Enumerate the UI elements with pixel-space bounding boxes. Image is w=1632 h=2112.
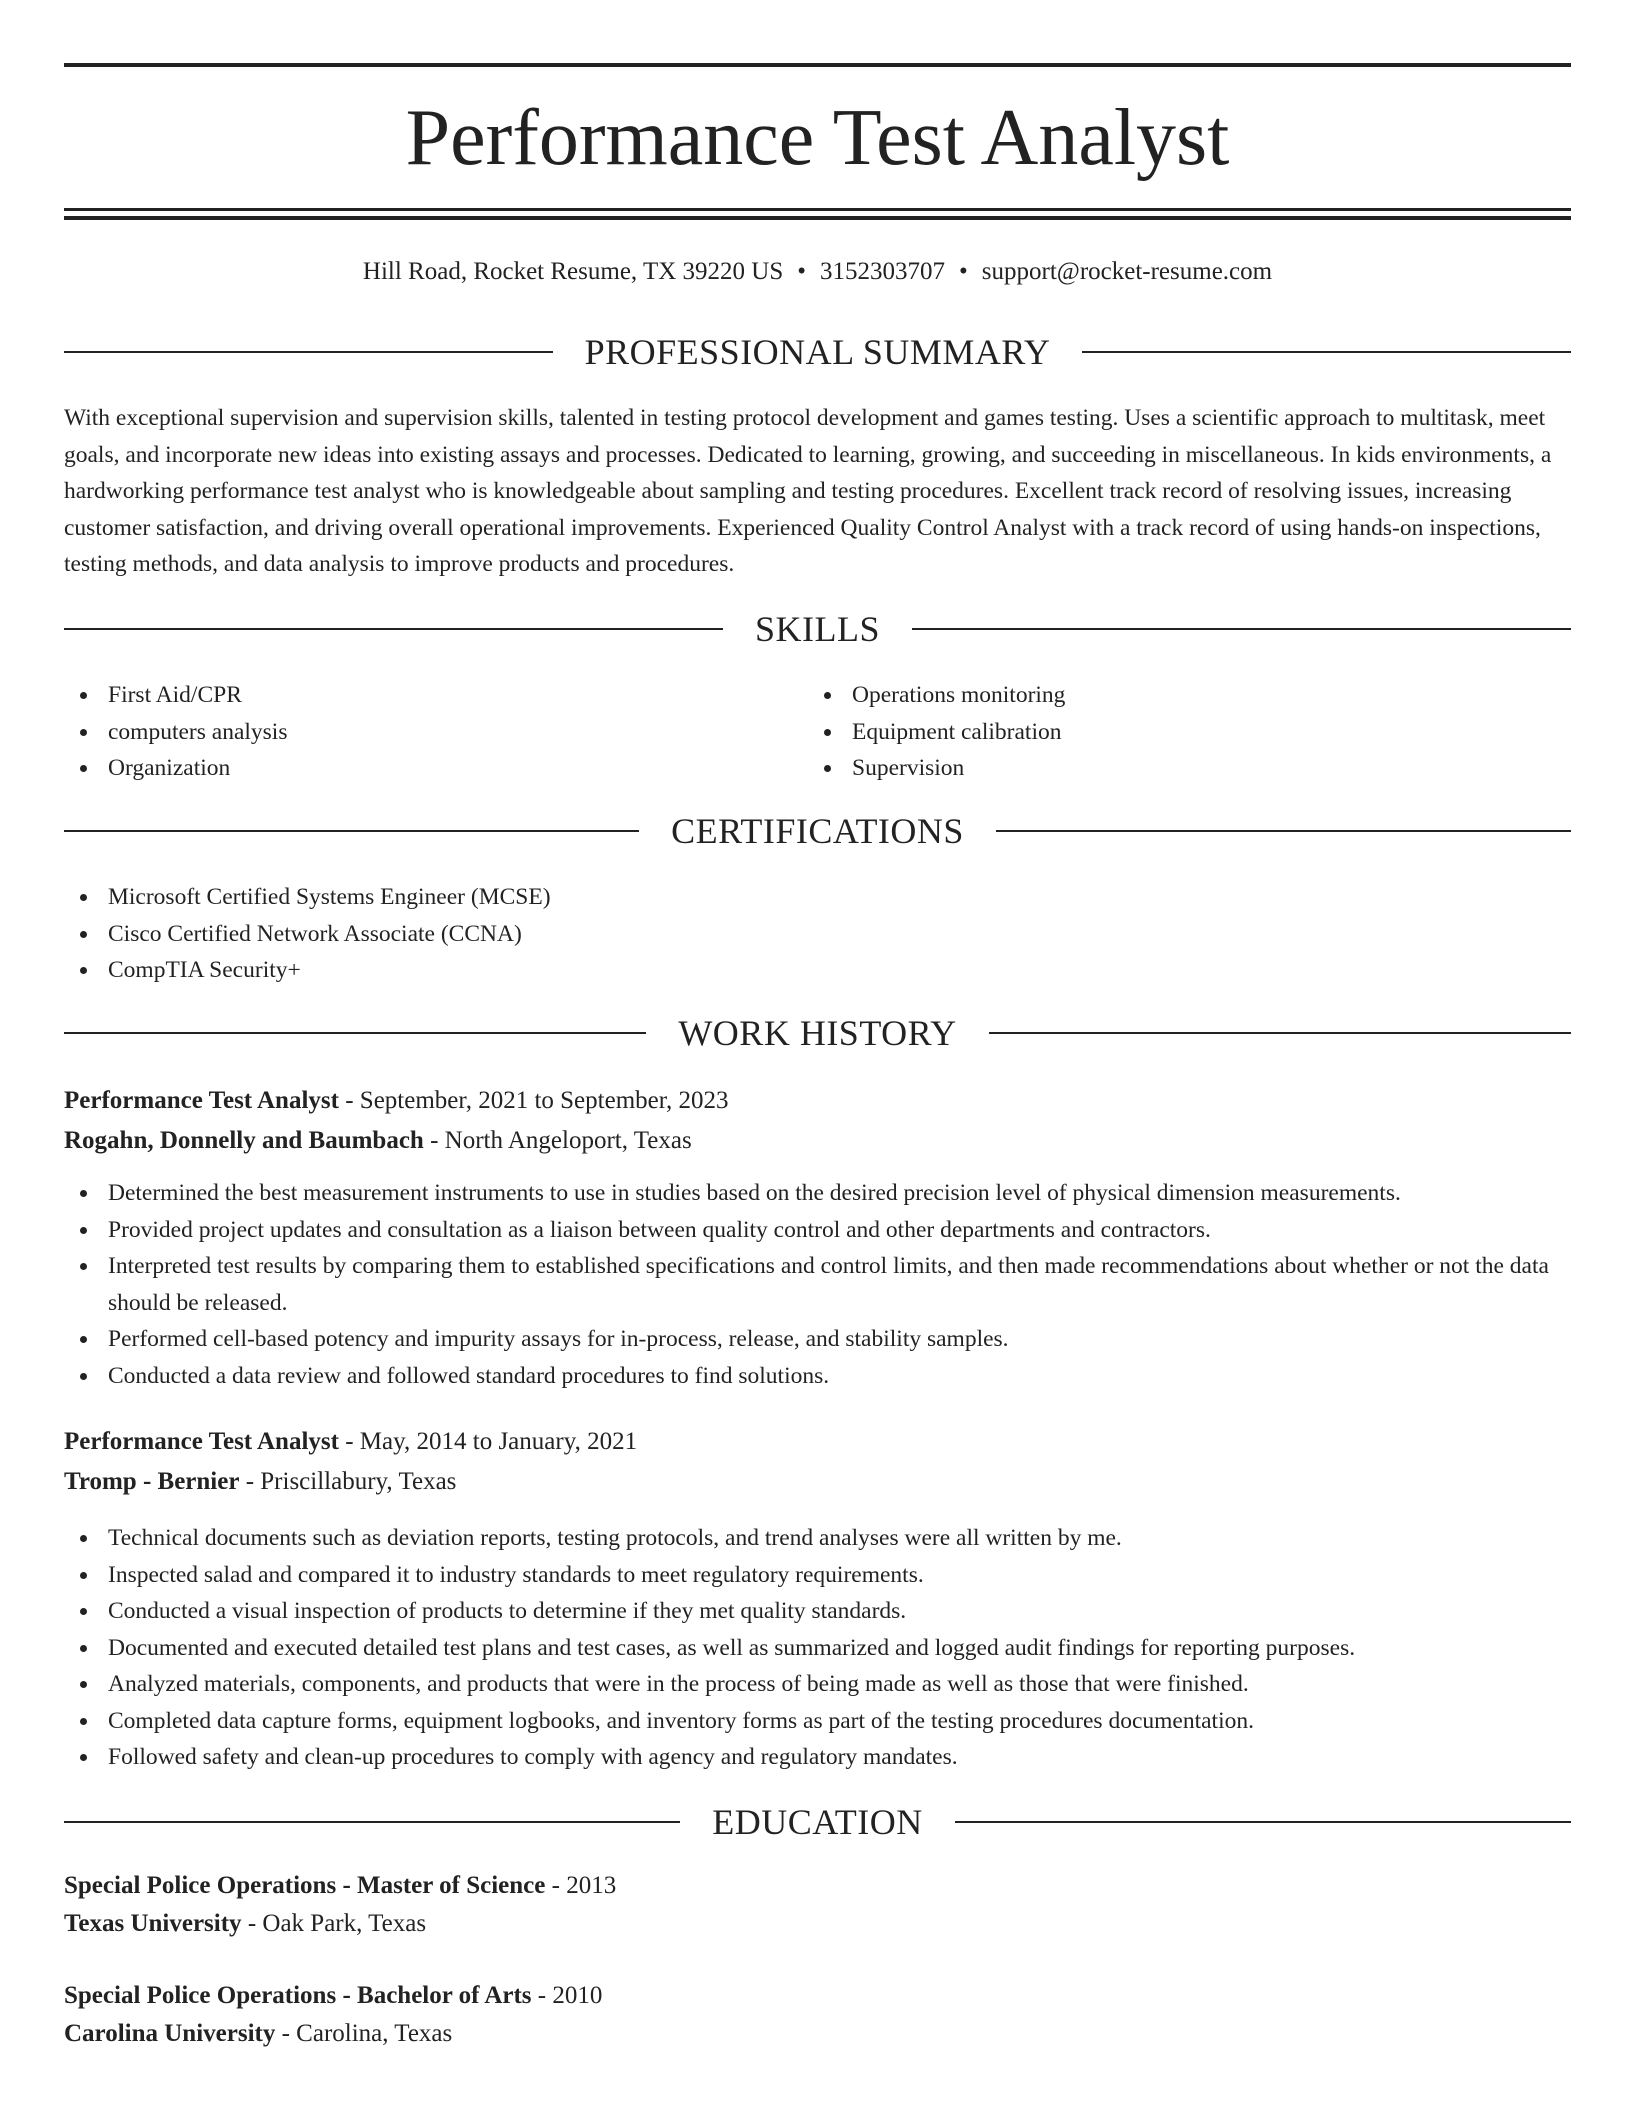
job-bullet: Interpreted test results by comparing them to established specifications and control limits, and then made recommendations about whether or not the data should be released. <box>64 1248 1571 1321</box>
job-title-line <box>64 1081 1571 1121</box>
certification-item: CompTIA Security+ <box>64 952 1571 989</box>
heading-rule <box>64 351 553 353</box>
education-degree-line <box>64 1976 1571 2016</box>
job-title-line <box>64 1422 1571 1462</box>
job-bullet: Analyzed materials, components, and products that were in the process of being made as well as those that were finished. <box>64 1666 1571 1703</box>
section-title: EDUCATION <box>712 1802 923 1842</box>
section-title: SKILLS <box>755 609 881 649</box>
education-school-line <box>64 2014 1571 2054</box>
heading-rule <box>64 1821 680 1823</box>
job-dates: - September, 2021 to September, 2023 <box>338 1087 729 1114</box>
section-heading-certifications <box>64 809 1571 853</box>
job-bullet: Technical documents such as deviation reports, testing protocols, and trend analyses were all written by me. <box>64 1520 1571 1557</box>
skills-list-left <box>64 677 804 787</box>
education-degree: Special Police Operations - Bachelor of Arts <box>64 1982 532 2009</box>
contact-address: Hill Road, Rocket Resume, TX 39220 US <box>362 258 784 285</box>
job-company-line <box>64 1121 1571 1161</box>
job-company: Tromp - Bernier <box>64 1468 240 1495</box>
heading-rule <box>996 830 1571 832</box>
job-bullet: Conducted a data review and followed standard procedures to find solutions. <box>64 1358 1571 1395</box>
education-school-line <box>64 1904 1571 1944</box>
job-company-line <box>64 1462 1571 1502</box>
education-location: - Oak Park, Texas <box>241 1910 427 1937</box>
education-school: Carolina University <box>64 2020 276 2047</box>
skill-item: Equipment calibration <box>808 714 1568 751</box>
skill-item: Organization <box>64 750 804 787</box>
education-year: - 2013 <box>545 1872 617 1899</box>
job-bullet: Documented and executed detailed test plans and test cases, as well as summarized and logged audit findings for reporting purposes. <box>64 1630 1571 1667</box>
certification-item: Cisco Certified Network Associate (CCNA) <box>64 916 1571 953</box>
job-bullet: Performed cell-based potency and impurity assays for in-process, release, and stability samples. <box>64 1321 1571 1358</box>
job-bullets <box>64 1520 1571 1776</box>
section-heading-education <box>64 1800 1571 1844</box>
heading-rule <box>64 628 723 630</box>
job-bullets <box>64 1175 1571 1394</box>
job-company: Rogahn, Donnelly and Baumbach <box>64 1127 424 1154</box>
certifications-list <box>64 879 1571 989</box>
education-location: - Carolina, Texas <box>275 2020 453 2047</box>
section-title: PROFESSIONAL SUMMARY <box>584 332 1051 372</box>
resume-title: Performance Test Analyst <box>405 94 1230 182</box>
contact-separator: • <box>797 258 807 285</box>
job-bullet: Provided project updates and consultation as a liaison between quality control and other departments and contractors. <box>64 1212 1571 1249</box>
contact-separator: • <box>959 258 968 285</box>
job-title: Performance Test Analyst <box>64 1087 339 1114</box>
job-location: - North Angeloport, Texas <box>423 1127 692 1154</box>
education-degree: Special Police Operations - Master of Science <box>64 1872 546 1899</box>
skills-list-right <box>808 677 1568 787</box>
job-bullet: Followed safety and clean-up procedures to comply with agency and regulatory mandates. <box>64 1739 1571 1776</box>
heading-rule <box>955 1821 1571 1823</box>
heading-rule <box>64 830 639 832</box>
section-heading-skills <box>64 607 1571 651</box>
heading-rule <box>912 628 1571 630</box>
education-school: Texas University <box>64 1910 242 1937</box>
skill-item: Supervision <box>808 750 1568 787</box>
skill-item: Operations monitoring <box>808 677 1568 714</box>
summary-text: With exceptional supervision and supervision skills, talented in testing protocol development and games testing. Uses a scientific approach to multitask, meet goals, and incorporate new ideas into existing assays and processes. Dedicated to learning, growing, and succeeding in miscellaneous. In kids environments, a hardworking performance test analyst who is knowledgeable about sampling and testing procedures. Excellent track record of resolving issues, increasing customer satisfaction, and driving overall operational improvements. Experienced Quality Control Analyst with a track record of using hands-on inspections, testing methods, and data analysis to improve products and procedures. <box>64 405 1552 577</box>
contact-phone: 3152303707 <box>820 258 946 285</box>
job-location: - Priscillabury, Texas <box>239 1468 457 1495</box>
heading-rule <box>64 1032 646 1034</box>
skill-item: First Aid/CPR <box>64 677 804 714</box>
education-year: - 2010 <box>531 1982 603 2009</box>
job-dates: - May, 2014 to January, 2021 <box>338 1428 638 1455</box>
contact-email: support@rocket-resume.com <box>981 258 1273 285</box>
section-heading-work-history <box>64 1011 1571 1055</box>
certification-item: Microsoft Certified Systems Engineer (MCSE) <box>64 879 1571 916</box>
education-degree-line <box>64 1866 1571 1906</box>
title-rule-lower <box>64 216 1571 220</box>
job-bullet: Inspected salad and compared it to industry standards to meet regulatory requirements. <box>64 1557 1571 1594</box>
section-title: WORK HISTORY <box>678 1013 957 1053</box>
job-title: Performance Test Analyst <box>64 1428 339 1455</box>
heading-rule <box>989 1032 1571 1034</box>
job-bullet: Conducted a visual inspection of products to determine if they met quality standards. <box>64 1593 1571 1630</box>
title-rule-upper <box>64 208 1571 211</box>
heading-rule <box>1082 351 1571 353</box>
job-bullet: Completed data capture forms, equipment logbooks, and inventory forms as part of the testing procedures documentation. <box>64 1703 1571 1740</box>
top-rule <box>64 63 1571 67</box>
section-title: CERTIFICATIONS <box>671 811 964 851</box>
contact-line <box>64 255 1571 289</box>
job-bullet: Determined the best measurement instruments to use in studies based on the desired precision level of physical dimension measurements. <box>64 1175 1571 1212</box>
section-heading-summary <box>64 330 1571 374</box>
skill-item: computers analysis <box>64 714 804 751</box>
